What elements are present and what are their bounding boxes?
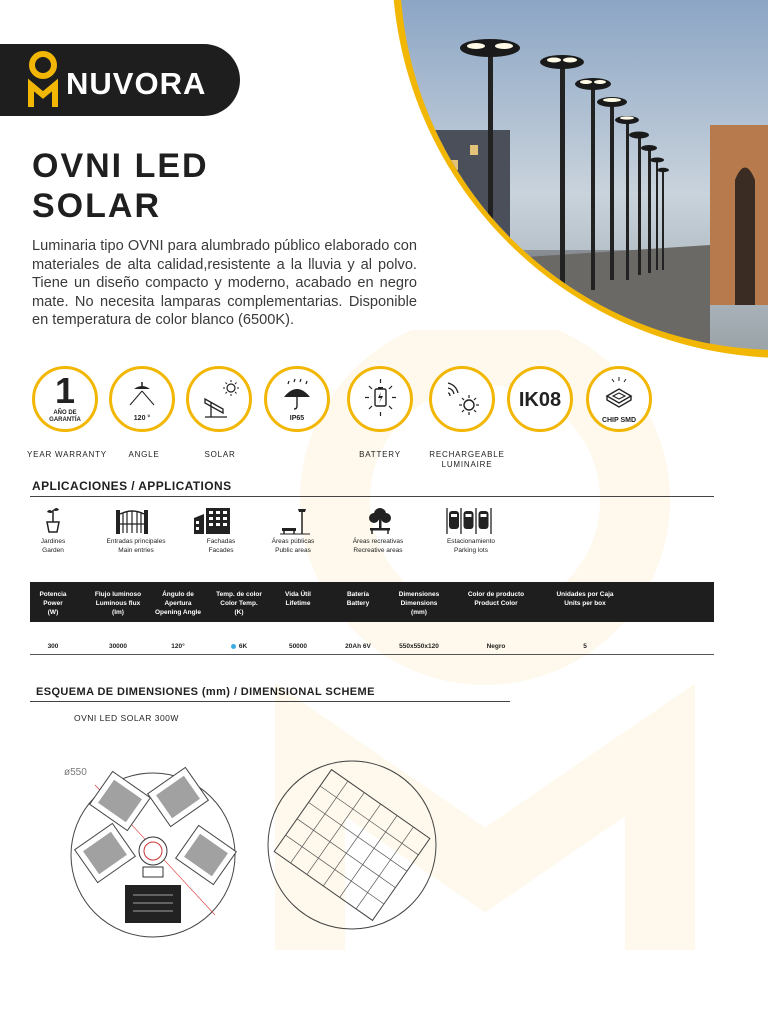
header-line: Product Color (474, 600, 518, 607)
cell-power: 300 (47, 643, 59, 650)
feature-angle (109, 366, 175, 432)
chip-smd-text: CHIP SMD (601, 417, 637, 424)
header-line: Flujo luminoso (94, 591, 142, 598)
header-line: Battery (346, 600, 370, 607)
gate-icon (115, 506, 149, 539)
product-title-line1: OVNI LED (32, 147, 209, 185)
ip-rating: IP65 (289, 415, 305, 422)
color-temp-value: 6K (238, 643, 248, 650)
header-dimensions (390, 590, 448, 617)
public-area-icon (280, 506, 310, 541)
feature-warranty (32, 366, 98, 432)
specs-table-header (30, 582, 714, 622)
parking-icon (446, 506, 492, 539)
header-line: Unidades por Caja (556, 591, 614, 598)
header-power (32, 590, 74, 617)
header-line: Power (43, 600, 63, 607)
applications-title: APLICACIONES / APPLICATIONS (32, 479, 232, 493)
feature-ik08 (507, 366, 573, 432)
warranty-years-text: AÑO DE GARANTÍA (49, 410, 81, 423)
header-line: (W) (47, 609, 59, 616)
header-line: Potencia (39, 591, 67, 598)
nuvora-logo-icon (26, 49, 60, 109)
facade-icon (194, 506, 230, 539)
header-opening-angle (145, 590, 211, 617)
header-line: Lifetime (285, 600, 311, 607)
app-label-en: Recreative areas (353, 547, 403, 554)
cell-color-temp (210, 643, 268, 650)
angle-value: 120 ° (133, 415, 151, 422)
header-line: (mm) (411, 609, 427, 616)
app-label-es: Estacionamiento (446, 538, 496, 545)
app-label-en: Facades (208, 547, 234, 554)
app-label-en: Main entries (118, 547, 154, 554)
feature-rechargeable (429, 366, 495, 432)
app-label-en: Parking lots (454, 547, 488, 554)
app-label-parking (421, 537, 521, 555)
feature-label-angle: ANGLE (128, 450, 160, 459)
header-line: Temp. de color (216, 591, 262, 598)
color-temp-dot-icon (231, 644, 236, 649)
app-label-es: Jardines (40, 538, 66, 545)
app-label-es: Entradas principales (106, 538, 166, 545)
solar-panel-icon (189, 369, 249, 429)
brand-logo-bar (0, 44, 240, 116)
cell-units-per-box: 5 (583, 643, 587, 650)
header-line: Ángulo de (162, 591, 194, 598)
diameter-label: ø550 (64, 767, 87, 778)
brand-name: NUVORA (66, 66, 207, 101)
header-product-color (460, 590, 532, 608)
top-view-drawing (55, 755, 245, 940)
solar-panel-drawing (262, 755, 442, 935)
feature-ip65 (264, 366, 330, 432)
product-description: Luminaria tipo OVNI para alumbrado público elaborado con materiales de alta calidad,resistente a la lluvia y al polvo. Tiene un diseño compacto y moderno, acabado en negro mate. No necesita lamparas complementarias. Disponible en temperatura de color blanco (6500K). (32, 238, 417, 328)
garden-icon (41, 506, 65, 539)
header-line: Apertura (164, 600, 192, 607)
header-luminous-flux (88, 590, 148, 617)
app-label-es: Fachadas (206, 538, 236, 545)
cell-lifetime: 50000 (288, 643, 308, 650)
dimensions-divider (30, 701, 510, 702)
feature-solar (186, 366, 252, 432)
cell-product-color: Negro (486, 643, 506, 650)
rechargeable-icon (432, 369, 492, 429)
cell-dimensions: 550x550x120 (399, 643, 439, 650)
feature-chip-smd (586, 366, 652, 432)
ik08-icon: IK08 (518, 389, 562, 411)
feature-label-rechargeable: RECHARGEABLE LUMINAIRE (429, 450, 505, 469)
dimensions-title: ESQUEMA DE DIMENSIONES (mm) / DIMENSIONAL SCHEME (36, 686, 375, 698)
header-line: Units per box (564, 600, 606, 607)
app-label-es: Áreas públicas (271, 538, 315, 545)
header-line: Vida Útil (285, 591, 311, 598)
cell-battery: 20Ah 6V (345, 643, 371, 650)
header-battery (336, 590, 380, 608)
header-line: Dimensions (400, 600, 438, 607)
header-line: Color de producto (467, 591, 525, 598)
header-line: Color Temp. (220, 600, 258, 607)
recreative-area-icon (367, 506, 393, 539)
cell-opening-angle: 120° (171, 643, 185, 650)
warranty-icon: 1 (54, 370, 76, 411)
header-color-temp (210, 590, 268, 617)
feature-label-solar: SOLAR (204, 450, 236, 459)
feature-label-warranty: YEAR WARRANTY (27, 450, 107, 459)
product-title (32, 146, 209, 226)
header-units-per-box (545, 590, 625, 608)
app-label-recreative-areas (328, 537, 428, 555)
header-line: Opening Angle (155, 609, 201, 616)
app-label-es: Áreas recreativas (352, 538, 404, 545)
header-line: Dimensiones (398, 591, 440, 598)
applications-divider (30, 496, 714, 497)
app-label-en: Garden (42, 547, 64, 554)
header-line: Batería (346, 591, 370, 598)
header-line: (K) (234, 609, 244, 616)
feature-battery (347, 366, 413, 432)
header-line: (lm) (112, 609, 124, 616)
cell-luminous-flux: 30000 (108, 643, 128, 650)
app-label-en: Public areas (275, 547, 311, 554)
feature-label-battery: BATTERY (359, 450, 401, 459)
battery-icon (350, 369, 410, 429)
model-name: OVNI LED SOLAR 300W (74, 713, 179, 723)
header-line: Luminous flux (95, 600, 141, 607)
header-lifetime (275, 590, 321, 608)
specs-row-divider (30, 654, 714, 655)
product-title-line2: SOLAR (32, 187, 161, 225)
